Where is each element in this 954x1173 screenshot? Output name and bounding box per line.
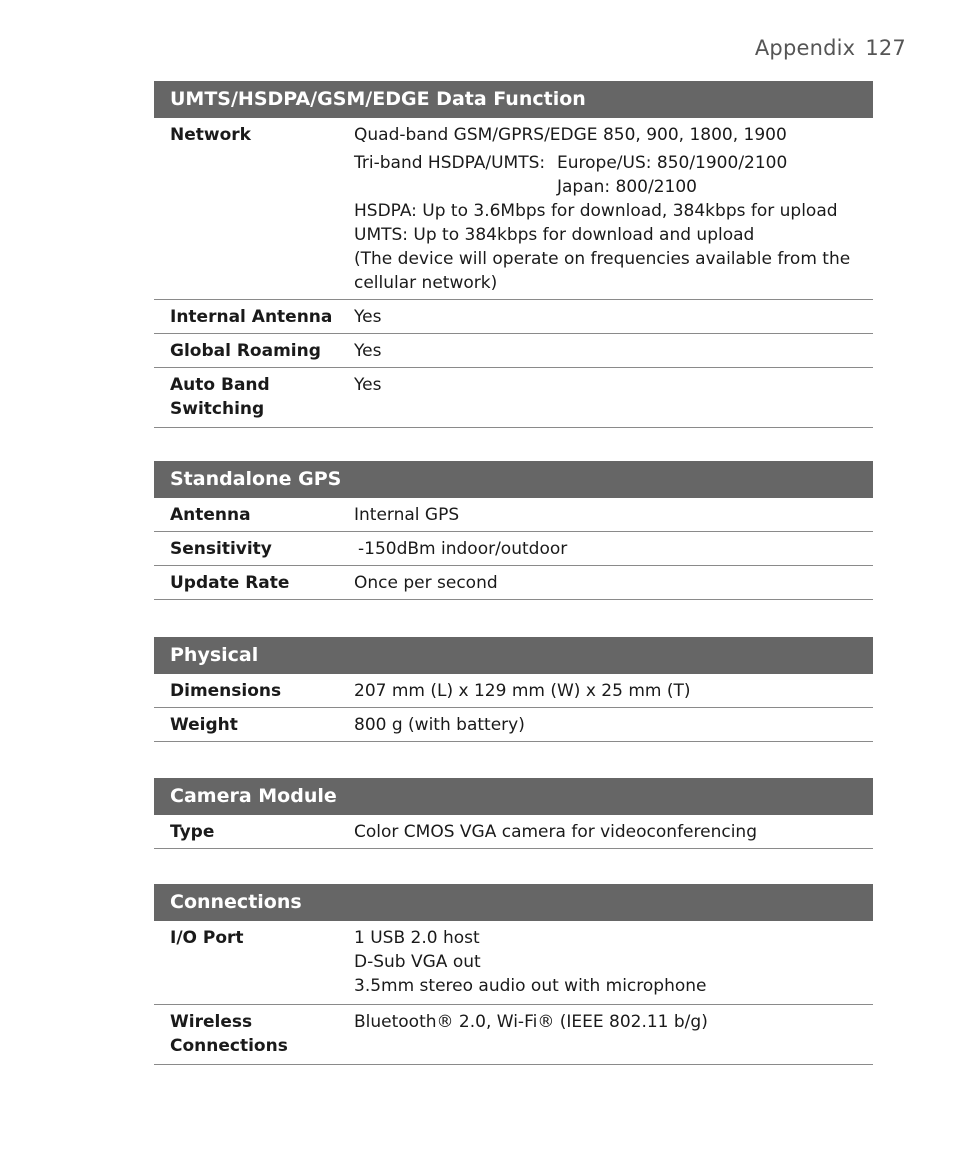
value-line: D-Sub VGA out: [354, 952, 481, 972]
table-row-io-port: [154, 921, 873, 1005]
row-value: [354, 926, 873, 998]
section-title: Camera Module: [154, 778, 873, 815]
page-header: [755, 36, 906, 60]
band-eu: Europe/US: 850/1900/2100: [557, 153, 788, 173]
section-physical: [154, 637, 873, 742]
section-gps: [154, 461, 873, 600]
row-label: Dimensions: [170, 681, 282, 701]
section-umts: [154, 81, 873, 428]
header-section: Appendix: [754, 36, 856, 60]
row-value: Color CMOS VGA camera for videoconferencing: [354, 822, 757, 842]
section-title: Physical: [154, 637, 873, 674]
value-line: 1 USB 2.0 host: [354, 928, 480, 948]
section-camera: [154, 778, 873, 849]
value-line: (The device will operate on frequencies available from the: [354, 249, 851, 269]
row-label: I/O Port: [170, 928, 244, 948]
row-value: -150dBm indoor/outdoor: [358, 539, 568, 559]
table-row-antenna: [154, 300, 873, 334]
label-line: Wireless: [170, 1012, 253, 1032]
row-value: Once per second: [354, 573, 498, 593]
row-label: Weight: [170, 715, 238, 735]
value-line: [354, 151, 873, 175]
table-row-wireless: [154, 1005, 873, 1065]
row-value: 800 g (with battery): [354, 715, 525, 735]
section-connections: [154, 884, 873, 1065]
value-line: Quad-band GSM/GPRS/EDGE 850, 900, 1800, 1900: [354, 125, 787, 145]
band-jp: Japan: 800/2100: [557, 177, 697, 197]
row-value: 207 mm (L) x 129 mm (W) x 25 mm (T): [354, 681, 691, 701]
row-label: Network: [170, 125, 251, 145]
table-row-roaming: [154, 334, 873, 368]
row-label: Sensitivity: [170, 539, 272, 559]
row-label: Type: [170, 822, 215, 842]
row-value: Bluetooth® 2.0, Wi-Fi® (IEEE 802.11 b/g): [354, 1012, 708, 1032]
table-row: [154, 708, 873, 742]
table-row: [154, 674, 873, 708]
value-line: HSDPA: Up to 3.6Mbps for download, 384kbps for upload: [354, 201, 838, 221]
value-line: cellular network): [354, 273, 498, 293]
row-label: [154, 373, 354, 421]
label-line: Auto Band: [170, 375, 270, 395]
row-label: Antenna: [170, 505, 251, 525]
row-value: Yes: [354, 375, 382, 395]
table-row: [154, 498, 873, 532]
value-line: 3.5mm stereo audio out with microphone: [354, 976, 707, 996]
table-row: [154, 815, 873, 849]
label-line: Connections: [170, 1036, 288, 1056]
label-line: Switching: [170, 399, 265, 419]
section-title: Connections: [154, 884, 873, 921]
table-row-network: [154, 118, 873, 300]
row-label: [154, 1010, 354, 1058]
row-label: Update Rate: [170, 573, 290, 593]
value-line: UMTS: Up to 384kbps for download and upload: [354, 225, 755, 245]
band-label: Tri-band HSDPA/UMTS:: [354, 153, 546, 173]
row-label: Internal Antenna: [170, 307, 333, 327]
page-number: 127: [865, 36, 906, 60]
table-row: [154, 566, 873, 600]
row-value: Yes: [354, 341, 382, 361]
section-title: UMTS/HSDPA/GSM/EDGE Data Function: [154, 81, 873, 118]
row-value: [354, 123, 873, 295]
section-title: Standalone GPS: [154, 461, 873, 498]
row-label: Global Roaming: [170, 341, 321, 361]
row-value: Internal GPS: [354, 505, 460, 525]
table-row: [154, 532, 873, 566]
row-value: Yes: [354, 307, 382, 327]
table-row-autoband: [154, 368, 873, 428]
